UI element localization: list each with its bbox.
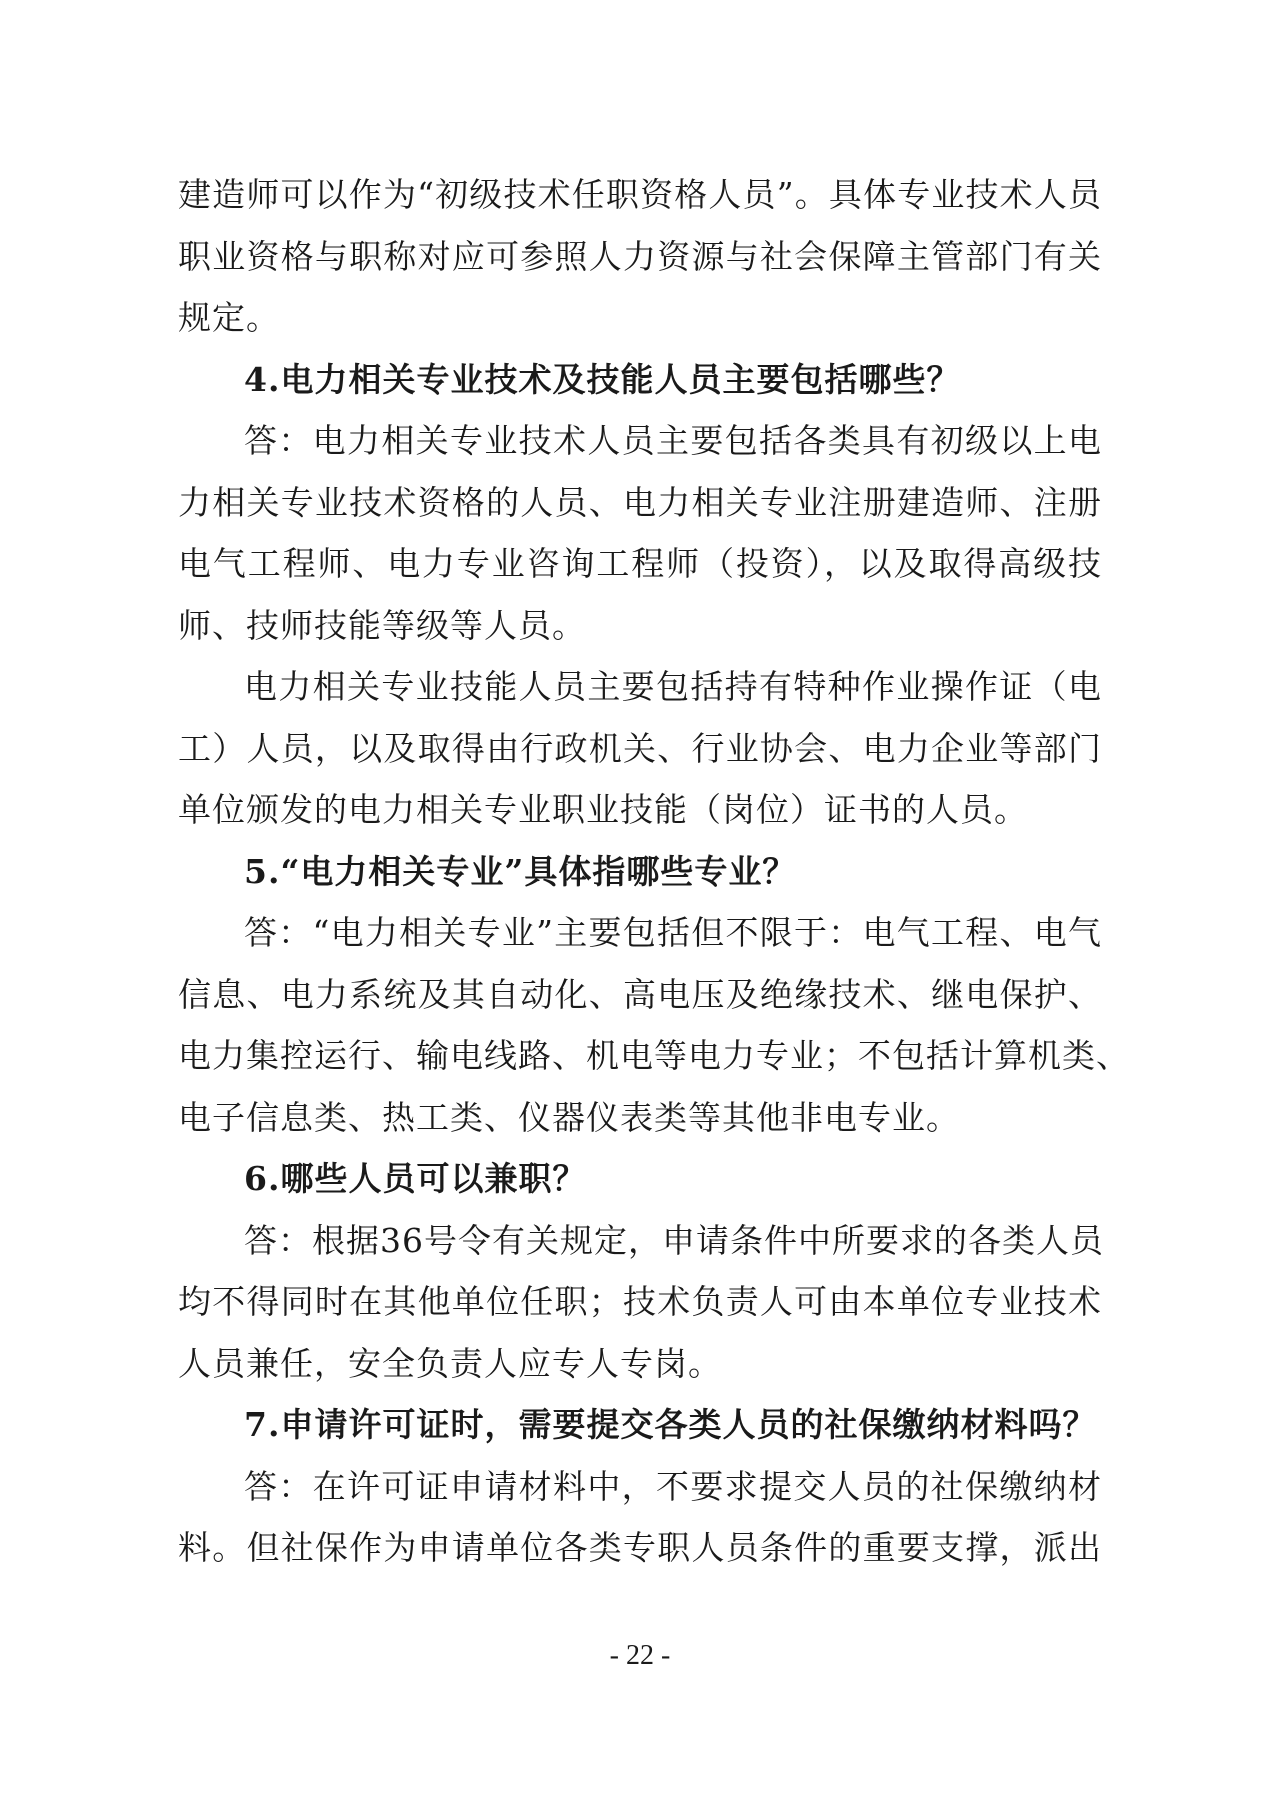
paragraph-line: 力相关专业技术资格的人员、电力相关专业注册建造师、注册 bbox=[178, 482, 1102, 522]
paragraph-line: 电气工程师、电力专业咨询工程师（投资），以及取得高级技 bbox=[178, 544, 1102, 583]
paragraph-line: 规定。 bbox=[178, 298, 280, 337]
paragraph-line: 单位颁发的电力相关专业职业技能（岗位）证书的人员。 bbox=[178, 790, 1028, 829]
paragraph-line: 师、技师技能等级等人员。 bbox=[178, 605, 586, 645]
section-heading: 6.哪些人员可以兼职？ bbox=[244, 1159, 587, 1198]
section-heading: 7.申请许可证时，需要提交各类人员的社保缴纳材料吗？ bbox=[244, 1405, 1097, 1444]
paragraph-line: 答：“电力相关专业”主要包括但不限于：电气工程、电气 bbox=[244, 913, 1102, 952]
paragraph-line: 答：根据36号令有关规定，申请条件中所要求的各类人员 bbox=[244, 1220, 1104, 1260]
paragraph-line: 工）人员，以及取得由行政机关、行业协会、电力企业等部门 bbox=[178, 728, 1102, 768]
section-heading: 4.电力相关专业技术及技能人员主要包括哪些？ bbox=[244, 359, 961, 399]
paragraph-line: 料。但社保作为申请单位各类专职人员条件的重要支撑，派出 bbox=[178, 1528, 1102, 1567]
page-number: - 22 - bbox=[609, 1640, 671, 1671]
paragraph-line: 职业资格与职称对应可参照人力资源与社会保障主管部门有关 bbox=[178, 236, 1102, 276]
paragraph-line: 电力相关专业技能人员主要包括持有特种作业操作证（电 bbox=[244, 667, 1102, 706]
paragraph-line: 人员兼任，安全负责人应专人专岗。 bbox=[178, 1343, 722, 1383]
paragraph-line: 信息、电力系统及其自动化、高电压及绝缘技术、继电保护、 bbox=[178, 974, 1102, 1014]
paragraph-line: 均不得同时在其他单位任职；技术负责人可由本单位专业技术 bbox=[178, 1282, 1102, 1321]
paragraph-line: 建造师可以作为“初级技术任职资格人员”。具体专业技术人员 bbox=[178, 175, 1102, 214]
paragraph-line: 答：在许可证申请材料中，不要求提交人员的社保缴纳材 bbox=[244, 1466, 1102, 1506]
paragraph-line: 答：电力相关专业技术人员主要包括各类具有初级以上电 bbox=[244, 421, 1102, 460]
paragraph-line: 电子信息类、热工类、仪器仪表类等其他非电专业。 bbox=[178, 1097, 960, 1137]
paragraph-line: 电力集控运行、输电线路、机电等电力专业；不包括计算机类、 bbox=[178, 1036, 1130, 1075]
document-body bbox=[178, 164, 1130, 1579]
section-heading: 5.“电力相关专业”具体指哪些专业？ bbox=[244, 851, 797, 891]
